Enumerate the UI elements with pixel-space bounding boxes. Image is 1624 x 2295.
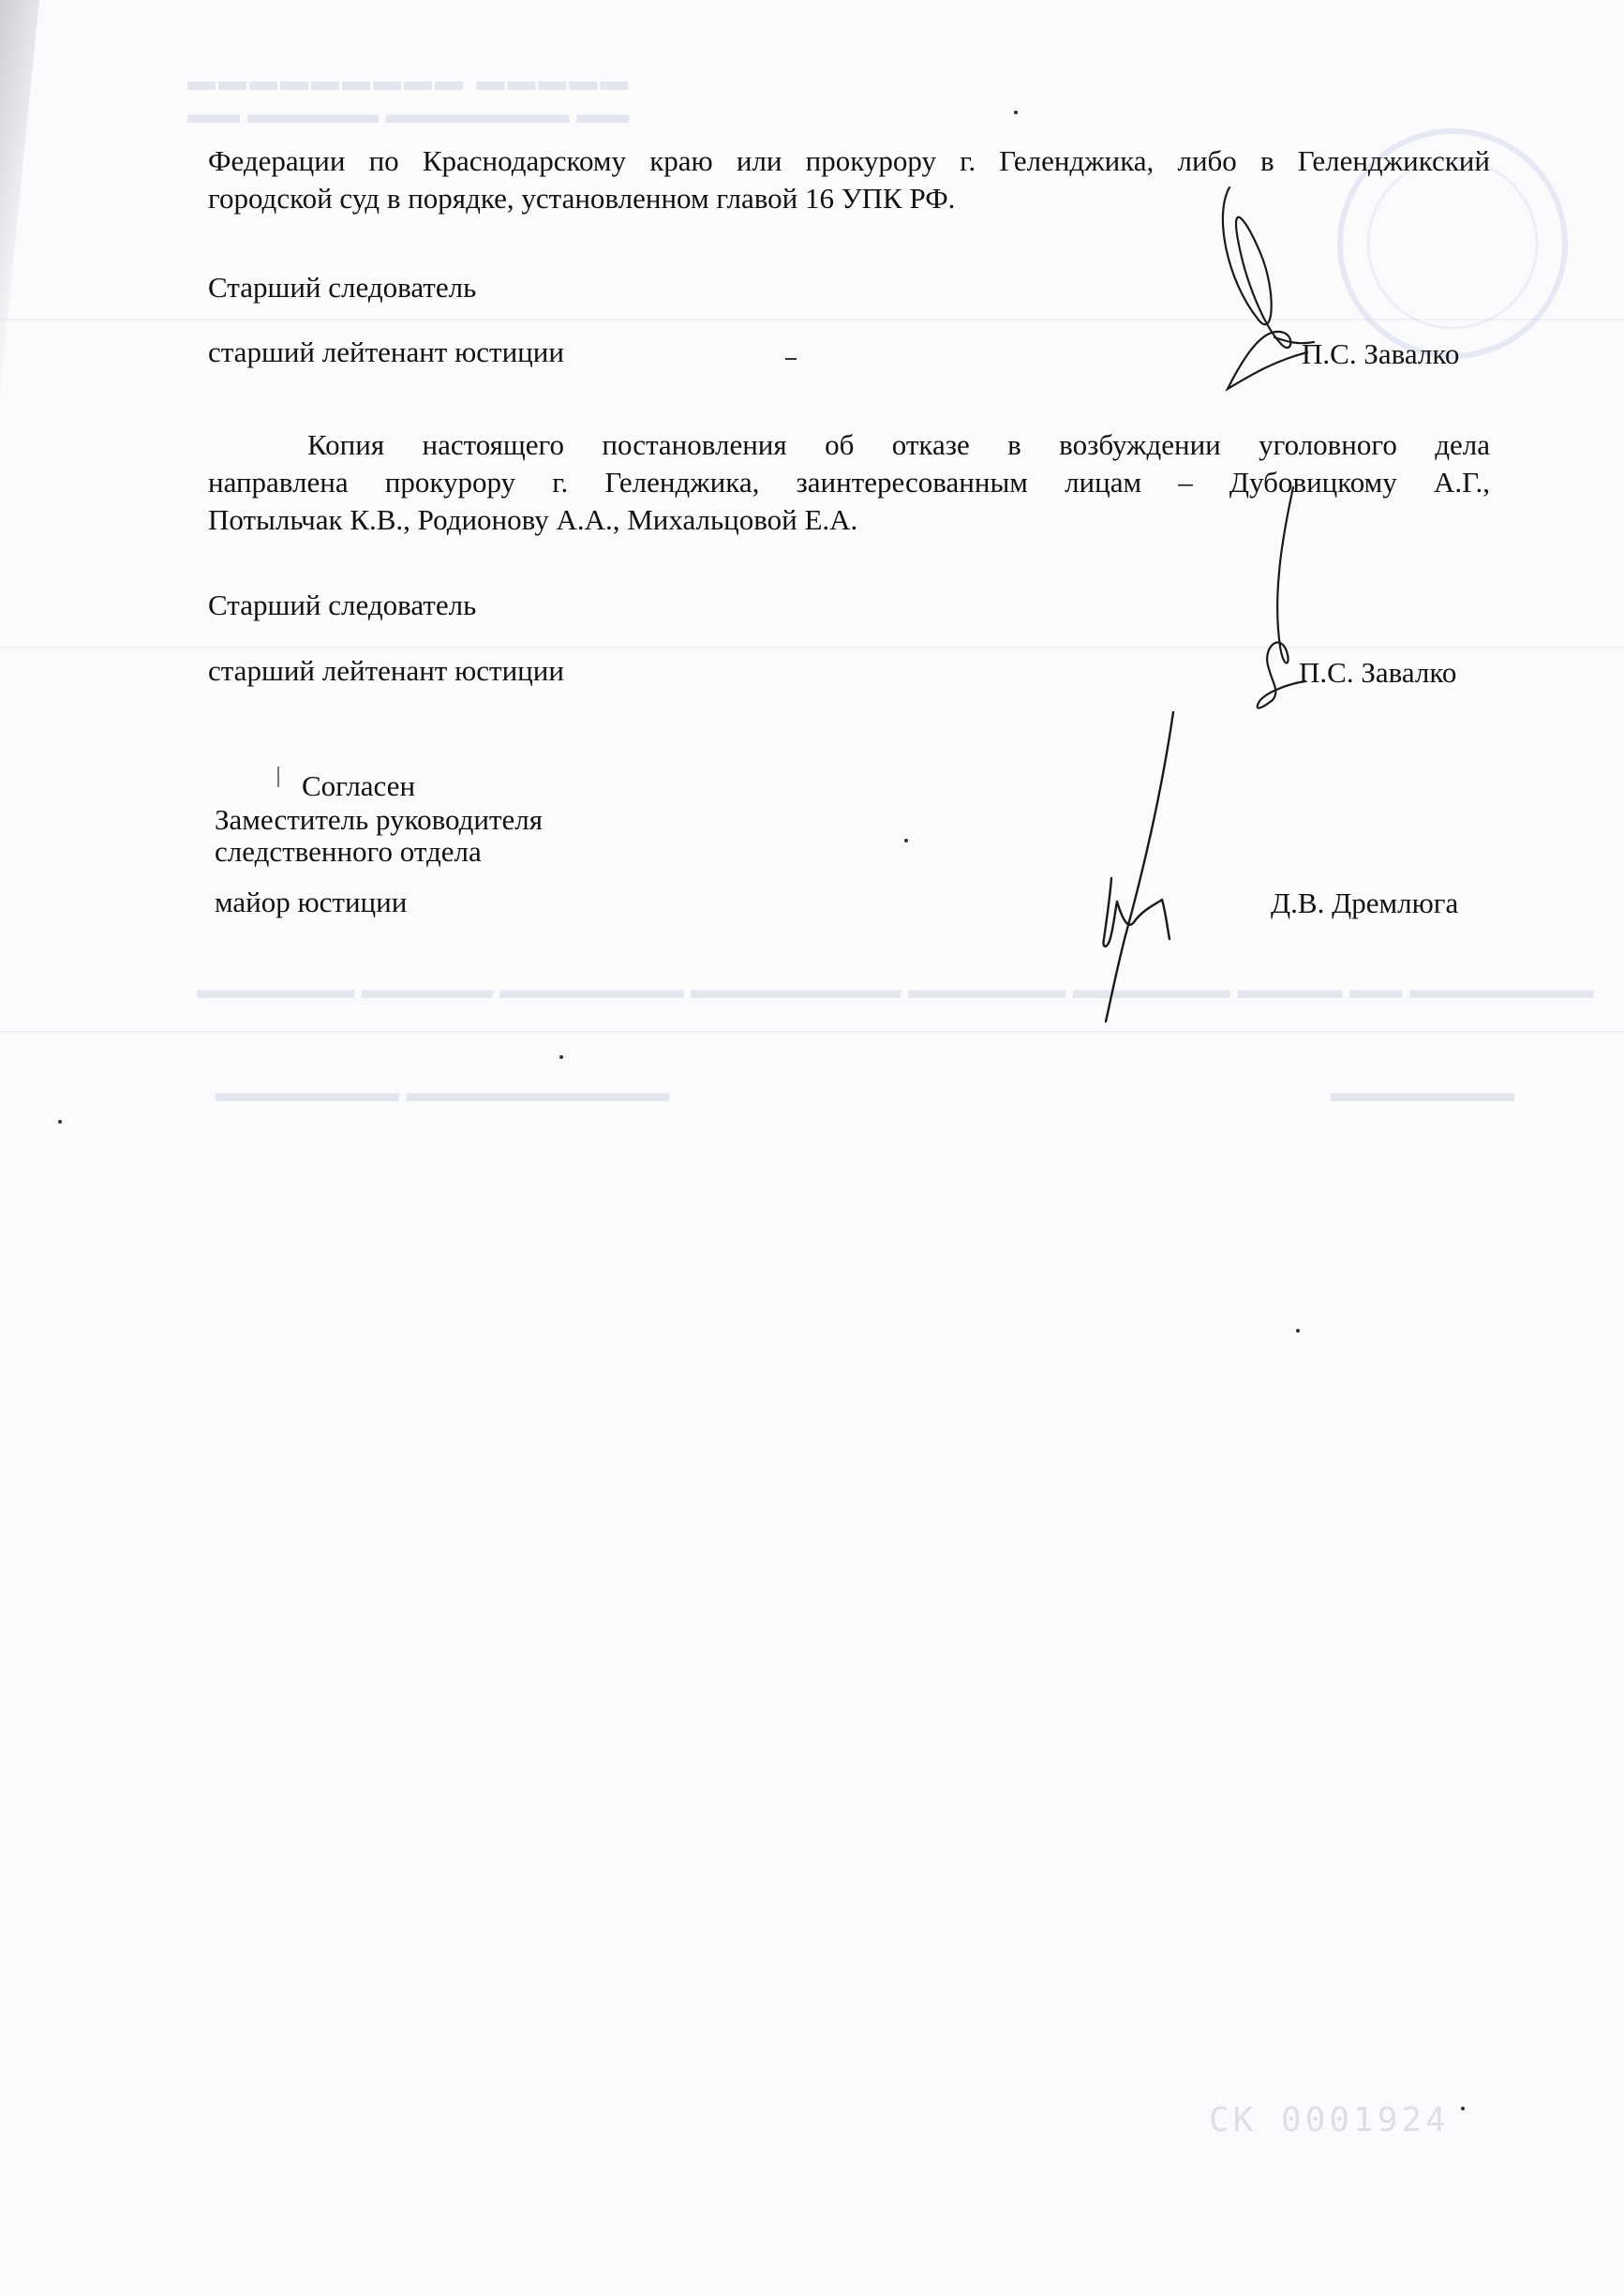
paper-speck bbox=[1014, 111, 1018, 114]
approver-position: следственного отдела bbox=[215, 835, 482, 868]
bleed-through-text: ▬▬▬▬▬▬▬ bbox=[1331, 1078, 1514, 1107]
bleed-through-text: ▬▬▬▬▬▬▬ ▬▬▬▬▬▬▬▬▬▬ bbox=[216, 1078, 669, 1107]
page-corner-shadow bbox=[0, 0, 39, 394]
paper-fold bbox=[0, 1031, 1624, 1033]
signature-zavalko-1 bbox=[1209, 178, 1331, 403]
paragraph-line: Копия настоящего постановления об отказе в возбуждении уголовного дела bbox=[307, 428, 1490, 461]
paper-fold bbox=[0, 647, 1624, 648]
paragraph-line: Федерации по Краснодарскому краю или прокурору г. Геленджика, либо в Геленджикский bbox=[208, 144, 1490, 177]
paper-speck bbox=[1296, 1329, 1300, 1333]
approver-rank: майор юстиции bbox=[215, 886, 408, 918]
signer-rank: старший лейтенант юстиции bbox=[208, 335, 564, 368]
serial-number: СК 0001924 bbox=[1209, 2101, 1450, 2139]
paper-speck bbox=[58, 1120, 62, 1124]
approver-name: Д.В. Дремлюга bbox=[1271, 887, 1459, 919]
approval-agreed: Согласен bbox=[302, 769, 416, 802]
signer-rank: старший лейтенант юстиции bbox=[208, 654, 564, 687]
dash-mark bbox=[785, 358, 797, 360]
bleed-through-text: ▬▬▬▬▬▬ ▬▬▬▬▬ ▬▬▬▬▬▬▬ ▬▬▬▬▬▬▬▬ ▬▬▬▬▬▬ ▬▬▬▬▬▬ ▬▬▬▬ ▬▬ ▬▬▬▬▬▬▬ bbox=[197, 975, 1594, 1004]
signature-dremlyuga bbox=[1087, 705, 1218, 1028]
paper-speck bbox=[1461, 2107, 1465, 2110]
signer-name: П.С. Завалко bbox=[1302, 337, 1460, 370]
signer-title: Старший следователь bbox=[208, 589, 477, 621]
margin-mark bbox=[277, 767, 279, 787]
paragraph-line: городской суд в порядке, установленном главой 16 УПК РФ. bbox=[208, 182, 956, 215]
bleed-through-stamp: ▬▬ ▬▬▬▬▬ ▬▬▬▬▬▬▬ ▬▬ bbox=[187, 99, 630, 128]
signer-name: П.С. Завалко bbox=[1299, 656, 1457, 689]
paper-speck bbox=[904, 839, 908, 842]
paragraph-line: направлена прокурору г. Геленджика, заинтересованным лицам – Дубовицкому А.Г., bbox=[208, 466, 1490, 499]
paper-speck bbox=[559, 1055, 563, 1059]
bleed-through-stamp: ▬▬▬▬▬▬▬▬▬ ▬▬▬▬▬ bbox=[187, 66, 632, 97]
paragraph-line: Потыльчак К.В., Родионову А.А., Михальцовой Е.А. bbox=[208, 503, 858, 536]
signature-zavalko-2 bbox=[1235, 483, 1319, 717]
approver-position: Заместитель руководителя bbox=[215, 803, 544, 836]
signer-title: Старший следователь bbox=[208, 271, 477, 304]
